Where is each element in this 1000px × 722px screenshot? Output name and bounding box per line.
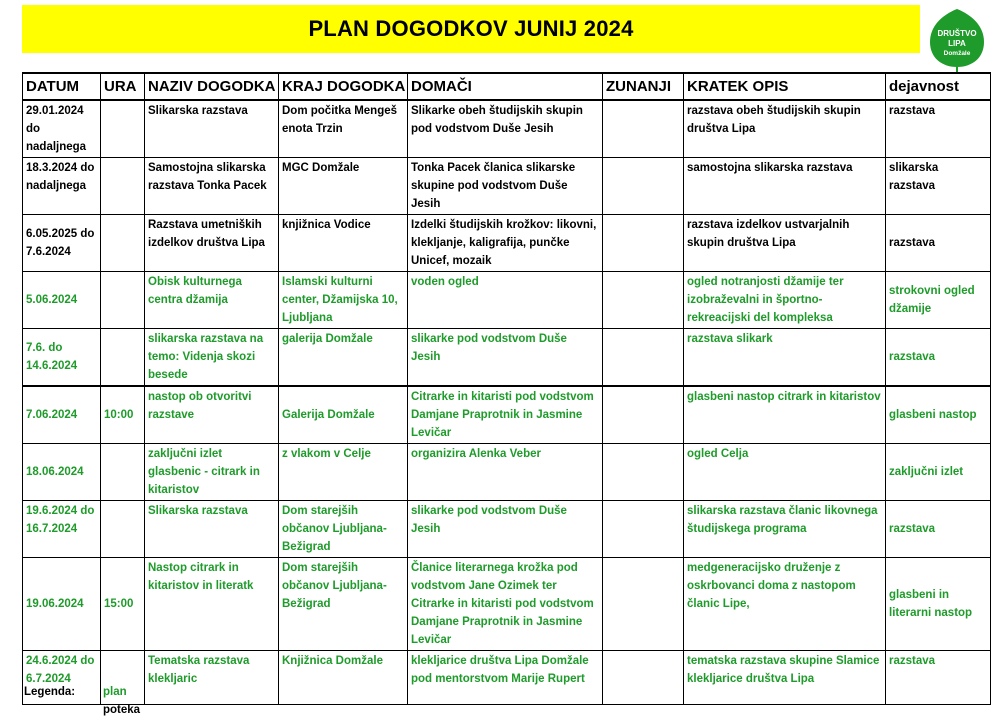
cell-datum: 18.3.2024 do nadaljnega [23,158,101,215]
cell-opis: tematska razstava skupine Slamice klekljarice društva Lipa [684,651,886,705]
logo-line3: Domžale [943,50,971,57]
events-table [22,72,991,705]
table-header-row [23,73,991,100]
cell-datum: 19.06.2024 [23,558,101,651]
col-header-kraj: KRAJ DOGODKA [279,73,408,100]
legend-plan: plan [103,686,127,698]
cell-domaci: slikarke pod vodstvom Duše Jesih [408,501,603,558]
cell-opis: ogled notranjosti džamije ter izobraževalni in športno-rekreacijski del kompleksa [684,272,886,329]
cell-ura: 15:00 [101,558,145,651]
table-row [23,386,991,444]
legend-poteka: poteka [103,704,141,716]
cell-zunanji [603,501,684,558]
cell-naziv: Tematska razstava klekljaric [145,651,279,705]
col-header-naziv: NAZIV DOGODKA [145,73,279,100]
cell-zunanji [603,158,684,215]
cell-zunanji [603,386,684,444]
cell-kraj: galerija Domžale [279,329,408,387]
col-header-ura: URA [101,73,145,100]
leaf-logo-icon [922,6,992,72]
cell-opis: razstava slikark [684,329,886,387]
cell-naziv: Razstava umetniških izdelkov društva Lipa [145,215,279,272]
cell-datum: 29.01.2024 do nadaljnega [23,100,101,158]
table-row [23,651,991,705]
legend-label: Legenda: [24,686,76,698]
cell-datum: 6.05.2025 do 7.6.2024 [23,215,101,272]
cell-ura [101,272,145,329]
col-header-domaci: DOMAČI [408,73,603,100]
cell-dejavnost: razstava [886,651,991,705]
cell-domaci: Izdelki študijskih krožkov: likovni, klekljanje, kaligrafija, punčke Unicef, mozaik [408,215,603,272]
cell-datum: 7.06.2024 [23,386,101,444]
cell-zunanji [603,215,684,272]
cell-datum: 19.6.2024 do 16.7.2024 [23,501,101,558]
cell-dejavnost: razstava [886,100,991,158]
cell-dejavnost: glasbeni nastop [886,386,991,444]
cell-datum: 5.06.2024 [23,272,101,329]
cell-kraj: Islamski kulturni center, Džamijska 10, Ljubljana [279,272,408,329]
cell-ura [101,329,145,387]
table-row [23,215,991,272]
col-header-dejavnost: dejavnost [886,73,991,100]
cell-opis: medgeneracijsko druženje z oskrbovanci doma z nastopom članic Lipe, [684,558,886,651]
cell-kraj: knjižnica Vodice [279,215,408,272]
cell-dejavnost: slikarska razstava [886,158,991,215]
cell-domaci: Slikarke obeh študijskih skupin pod vodstvom Duše Jesih [408,100,603,158]
cell-dejavnost: glasbeni in literarni nastop [886,558,991,651]
cell-kraj: Knjižnica Domžale [279,651,408,705]
cell-dejavnost: zaključni izlet [886,444,991,501]
cell-zunanji [603,100,684,158]
col-header-zunanji: ZUNANJI [603,73,684,100]
cell-ura [101,444,145,501]
table-row [23,158,991,215]
cell-opis: slikarska razstava članic likovnega študijskega programa [684,501,886,558]
cell-datum: 7.6. do 14.6.2024 [23,329,101,387]
cell-naziv: Nastop citrark in kitaristov in literatk [145,558,279,651]
table-row [23,272,991,329]
cell-zunanji [603,651,684,705]
cell-domaci: Tonka Pacek članica slikarske skupine pod vodstvom Duše Jesih [408,158,603,215]
cell-dejavnost: strokovni ogled džamije [886,272,991,329]
col-header-opis: KRATEK OPIS [684,73,886,100]
cell-domaci: klekljarice društva Lipa Domžale pod mentorstvom Marije Rupert [408,651,603,705]
cell-kraj: z vlakom v Celje [279,444,408,501]
cell-kraj: Galerija Domžale [279,386,408,444]
cell-zunanji [603,444,684,501]
cell-naziv: nastop ob otvoritvi razstave [145,386,279,444]
cell-opis: razstava izdelkov ustvarjalnih skupin društva Lipa [684,215,886,272]
cell-dejavnost: razstava [886,215,991,272]
cell-naziv: Slikarska razstava [145,501,279,558]
cell-zunanji [603,558,684,651]
table-row [23,558,991,651]
cell-opis: razstava obeh študijskih skupin društva Lipa [684,100,886,158]
lipa-logo [922,6,992,72]
table-row [23,444,991,501]
cell-naziv: slikarska razstava na temo: Videnja skozi besede [145,329,279,387]
cell-naziv: Slikarska razstava [145,100,279,158]
cell-domaci: voden ogled [408,272,603,329]
cell-opis: samostojna slikarska razstava [684,158,886,215]
cell-opis: ogled Celja [684,444,886,501]
table-row [23,501,991,558]
cell-ura [101,501,145,558]
cell-kraj: MGC Domžale [279,158,408,215]
col-header-datum: DATUM [23,73,101,100]
cell-zunanji [603,329,684,387]
cell-domaci: slikarke pod vodstvom Duše Jesih [408,329,603,387]
cell-domaci: Članice literarnega krožka pod vodstvom Jane Ozimek ter Citrarke in kitaristi pod vodstvom Damjane Praprotnik in Jasmine Levičar [408,558,603,651]
cell-kraj: Dom starejših občanov Ljubljana-Bežigrad [279,558,408,651]
cell-dejavnost: razstava [886,329,991,387]
cell-domaci: organizira Alenka Veber [408,444,603,501]
cell-opis: glasbeni nastop citrark in kitaristov [684,386,886,444]
cell-ura [101,100,145,158]
cell-naziv: Obisk kulturnega centra džamija [145,272,279,329]
logo-line1: DRUŠTVO [937,29,977,38]
page-title: PLAN DOGODKOV JUNIJ 2024 [308,16,634,41]
title-banner [22,5,920,53]
cell-kraj: Dom počitka Mengeš enota Trzin [279,100,408,158]
cell-kraj: Dom starejših občanov Ljubljana-Bežigrad [279,501,408,558]
cell-domaci: Citrarke in kitaristi pod vodstvom Damjane Praprotnik in Jasmine Levičar [408,386,603,444]
cell-naziv: Samostojna slikarska razstava Tonka Pacek [145,158,279,215]
cell-ura: 10:00 [101,386,145,444]
table-row [23,329,991,387]
cell-datum: 24.6.2024 do 6.7.2024 [23,651,101,705]
logo-line2: LIPA [948,39,966,48]
cell-ura [101,215,145,272]
table-row [23,100,991,158]
cell-dejavnost: razstava [886,501,991,558]
cell-naziv: zaključni izlet glasbenic - citrark in kitaristov [145,444,279,501]
cell-datum: 18.06.2024 [23,444,101,501]
cell-zunanji [603,272,684,329]
cell-ura [101,158,145,215]
